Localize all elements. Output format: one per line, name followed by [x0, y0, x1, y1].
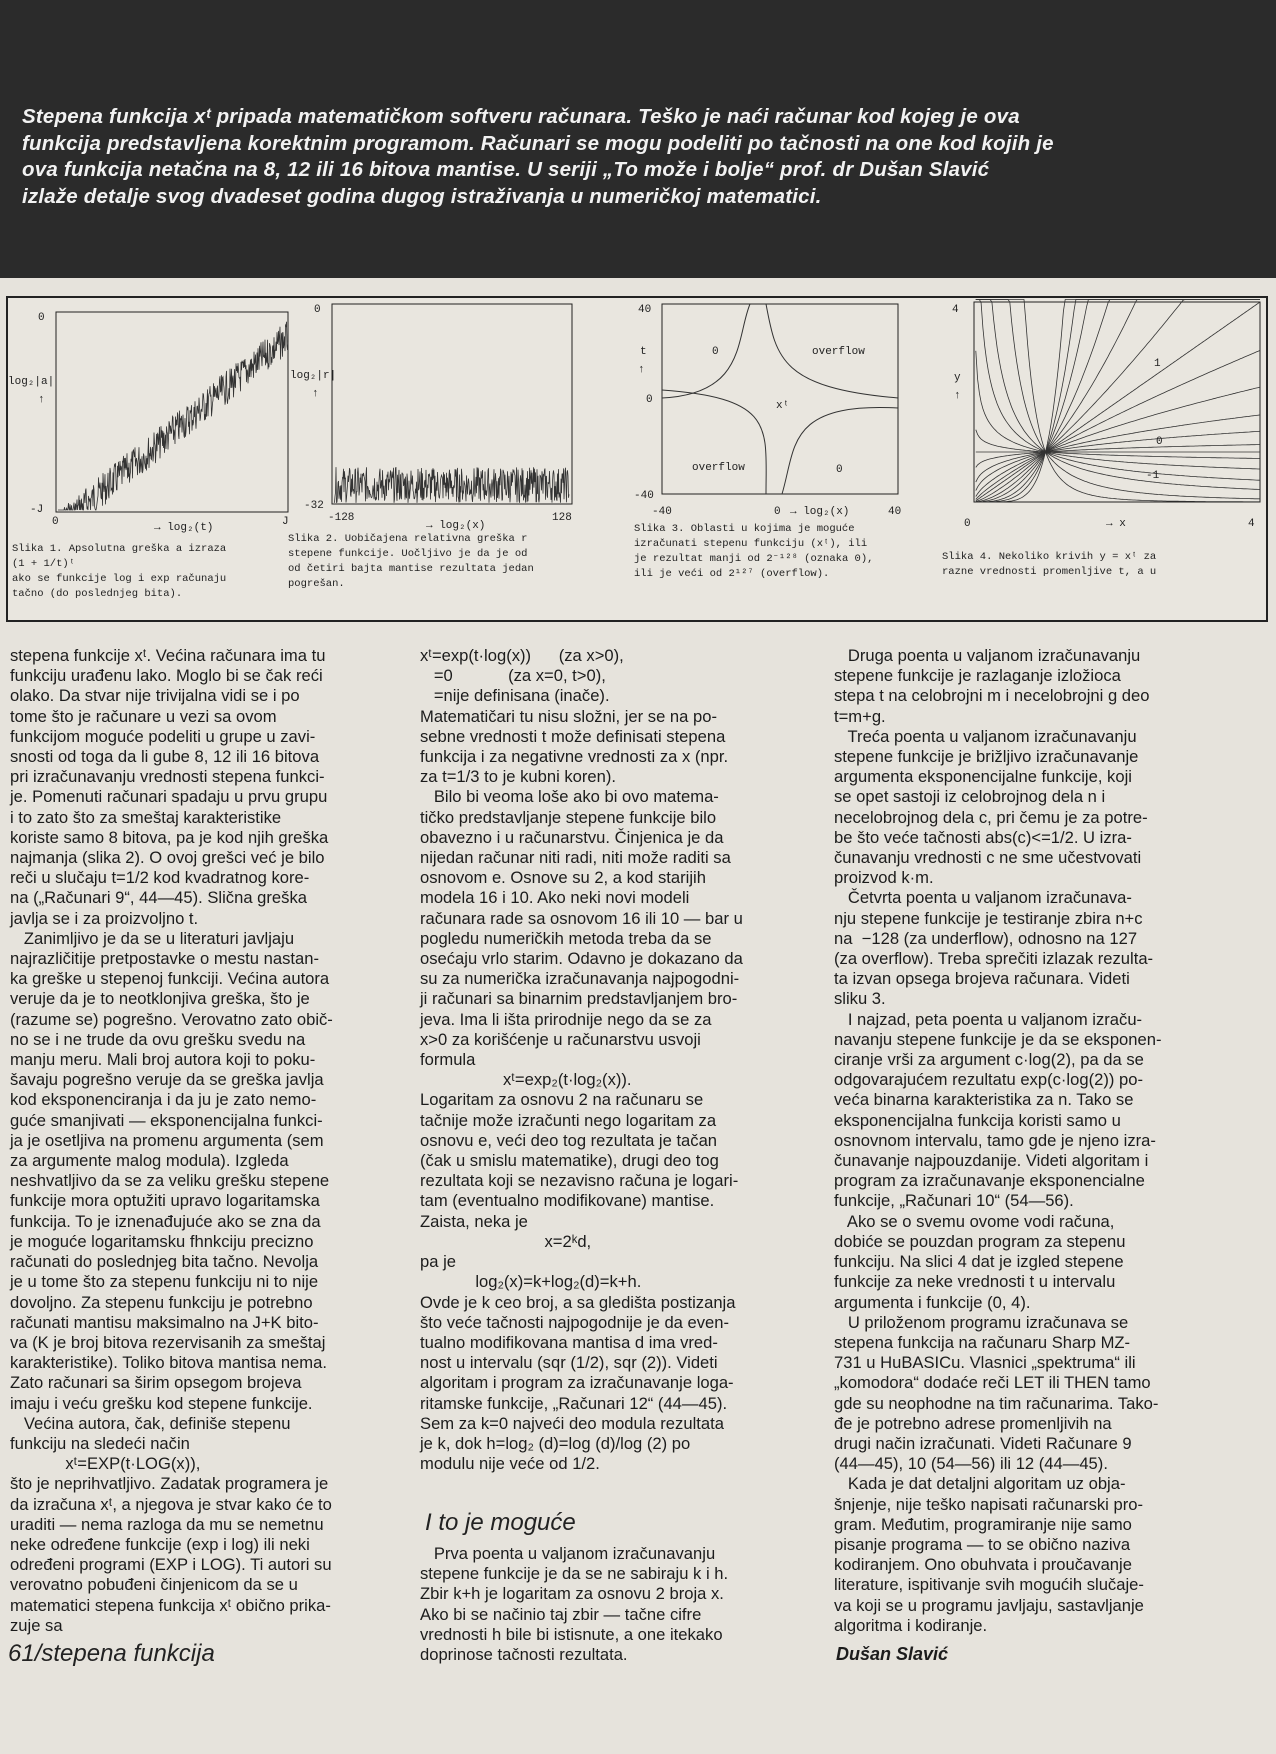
figure-3-curve-br [782, 407, 898, 494]
figure-4-curve [976, 300, 1260, 503]
figure-4-ylabel: y [954, 372, 961, 384]
svg-text:↑: ↑ [954, 390, 961, 402]
figure-3-ytop: 40 [638, 304, 652, 316]
figure-2-xleft: -128 [328, 512, 355, 524]
figure-4-curve [976, 300, 1260, 502]
author-name: Dušan Slavić [836, 1644, 949, 1664]
figure-4 [936, 298, 1266, 620]
figure-4-xleft: 0 [964, 518, 971, 530]
figure-3-xright: 40 [888, 506, 902, 518]
figure-3-caption: Slika 3. Oblasti u kojima je moguće izračunati stepenu funkciju (xᵗ), ili je rezultat manji od 2⁻¹²⁸ (oznaka 0), ili je veći od 2¹²⁷ (overflow). [634, 523, 874, 580]
figure-1-curve [58, 322, 288, 510]
figure-3-label-zero-tl: 0 [712, 346, 719, 358]
figure-4-curve [976, 300, 1260, 503]
figure-4-curve [976, 302, 1260, 501]
figure-3-label-overflow-tr: overflow [812, 346, 865, 358]
text-column-2: xᵗ=exp(t·log(x)) (za x>0), =0 (za x=0, t>0), =nije definisana (inače). Matematičari tu nisu složni, jer se na po- sebne vrednosti t može definisati stepena funkcija i za negativne vrednosti za x (npr. za t=1/3 to je kubni koren). Bilo bi veoma loše ako bi ovo matema- tičko predstavljanje stepene funkcije bilo obavezno i u računarstvu. Činjenica je da nijedan računar niti radi, niti može raditi sa osnovom e. Osnove su 2, a kod starijih modela 16 i 10. Ako neki novi modeli računara rade sa osnovom 16 ili 10 — bar u pogledu numeričkih metoda treba da se osećaju vrlo starim. Odavno je dokazano da su za numerička izračunavanja najpogodni- ji računari sa binarnim predstavljanjem bro- jeva. Ima li išta prirodnije nego da se za x>0 za korišćenje u računarstvu usvoji formula xᵗ=exp₂(t·log₂(x)). Logaritam za osnovu 2 na računaru se tačnije može izračunti nego logaritam za osnovu e, veći deo tog rezultata je tačan (čak u smislu matematike), drugi deo tog rezultata koji se nezavisno računa je logari- tam (eventualno modifikovane) mantise. Zaista, neka je x=2ᵏd, pa je log₂(x)=k+log₂(d)=k+h. Ovde je k ceo broj, a sa gledišta postizanja što veće tačnosti najpogodnije je da even- tualno modifikovana mantisa d ima vred- nost u intervalu (sqr (1/2), sqr (2)). Videti algoritam i program za izračunavanje loga- ritamske funkcije, „Računari 12“ (44—45). Sem za k=0 najveći deo modula rezultata je k, dok h=log₂ (d)=log (d)/log (2) po modulu nije veće od 1/2. [420, 646, 743, 1474]
figure-2 [288, 298, 608, 620]
figure-2-ytop: 0 [314, 304, 321, 316]
figure-3-ybottom: -40 [634, 490, 654, 502]
figure-3-label-zero-br: 0 [836, 464, 843, 476]
text-column-1: stepena funkcije xᵗ. Većina računara ima tu funkciju urađenu lako. Moglo bi se čak reći olako. Da stvar nije trivijalna vidi se i po tome što je računare u vezi sa ovom funkcijom moguće podeliti u grupe u zavi- snosti od toga da li gube 8, 12 ili 16 bitova pri izračunavanju vrednosti stepena funkci- je. Pomenuti računari spadaju u prvu grupu i to zato što za smeštaj karakteristike koriste samo 8 bitova, pa je kod njih greška najmanja (slika 2). O ovoj grešci već je bilo reči u slučaju t=1/2 kod kvadratnog kore- na („Računari 9“, 44—45). Slična greška javlja se i za proizvoljno t. Zanimljivo je da se u literaturi javljaju najrazličitije pretpostavke o mestu nastan- ka greške u stepenoj funkciji. Većina autora veruje da je to neotklonjiva greška, što je (razume se) pogrešno. Verovatno zato obič- no se i ne trude da ovu grešku svedu na manju meru. Mali broj autora koji to poku- šavaju pogrešno veruje da se greška javlja kod eksponenciranja i da ju je zato nemo- guće smanjivati — eksponencijalna funkci- ja je osetljiva na promenu argumenta (sem za argumente malog modula). Izgleda neshvatljivo da se za veliku grešku stepene funkcije mora optužiti upravo logaritamska funkcija. To je iznenađujuće ako se zna da je moguće logaritamsku fhnkciju precizno računati do poslednjeg bita tačno. Nevolja je u tome što za stepenu funkciju ni to nije dovoljno. Za stepenu funkciju je potrebno računati mantisu maksimalno na J+K bito- va (K je broj bitova rezervisanih za smeštaj karakteristike). Toliko bitova mantisa nema. Zato računari sa širim opsegom brojeva imaju i veću grešku kod stepene funkcije. Većina autora, čak, definiše stepenu funkciju na sledeći način xᵗ=EXP(t·LOG(x)), što je neprihvatljivo. Zadatak programera je da izračuna xᵗ, a njegova je stvar kako će to uraditi — nema razloga da mu se nemetnu neke određene funkcije (exp i log) ili neki određeni programi (EXP i LOG). Ti autori su verovatno pobuđeni činjenicom da se u matematici stepena funkcija xᵗ obično prika- zuje sa [10, 646, 333, 1635]
figure-4-caption: Slika 4. Nekoliko krivih y = xᵗ za razne vrednosti promenljive t, a u [942, 551, 1157, 578]
figure-strip [6, 296, 1268, 622]
figure-3-curve-tl [662, 304, 750, 398]
figure-1-ybottom: -J [30, 504, 44, 516]
figure-3-label-overflow-bl: overflow [692, 462, 745, 474]
section-heading: I to je moguće [425, 1509, 576, 1536]
figure-1-xright: J [282, 516, 289, 528]
figure-4-curve [976, 431, 1260, 482]
figure-1-xleft: 0 [52, 516, 59, 528]
figure-4-label-1: 1 [1154, 358, 1161, 370]
figure-1-ylabel: log₂|a| [8, 376, 55, 388]
figure-4-xright: 4 [1248, 518, 1255, 530]
figure-2-xlabel: → log₂(x) [426, 520, 486, 532]
figure-4-curve [976, 300, 1260, 481]
figure-3-label-xt: xᵗ [776, 400, 790, 412]
intro-text: Stepena funkcija xᵗ pripada matematičkom softveru računara. Teško je naći računar kod kojeg je ova funkcija predstavljena korektnim programom. Računari se mogu podeliti po tačnosti na one kod kojih je ova funkcija netačna na 8, 12 ili 16 bitova mantise. U seriji „To može i bolje“ prof. dr Dušan Slavić izlaže detalje svog dvadeset godina dugog istraživanja u numeričkoj matematici. [22, 105, 1054, 208]
figure-2-ylabel: log₂|r| [290, 370, 337, 382]
header-banner [0, 0, 1276, 278]
figure-4-curve [976, 445, 1260, 468]
figure-3-xmid: 0 [774, 506, 781, 518]
figure-3-curve-bl [662, 390, 766, 494]
figure-2-caption: Slika 2. Uobičajena relativna greška r stepene funkcije. Uočljivo je da je od od četiri bajta mantise rezultata jedan pogrešan. [288, 533, 534, 590]
svg-text:↑: ↑ [312, 388, 319, 400]
figure-4-label-0: 0 [1156, 436, 1163, 448]
text-column-3: Druga poenta u valjanom izračunavanju stepene funkcije je razlaganje izložioca stepa t na celobrojni m i necelobrojni g deo t=m+g. Treća poenta u valjanom izračunavanju stepene funkcije je brižljivo izračunavanje argumenta eksponencijalne funkcije, koji se opet sastoji iz celobrojnog dela n i necelobrojnog dela c, pri čemu je za potre- be što veće tačnosti abs(c)<=1/2. U izra- čunavanju vrednosti c ne sme učestvovati proizvod k·m. Četvrta poenta u valjanom izračunava- nju stepene funkcije je testiranje zbira n+c na −128 (za underflow), odnosno na 127 (za overflow). Treba sprečiti izlazak rezulta- ta izvan opsega brojeva računara. Videti sliku 3. I najzad, peta poenta u valjanom izraču- navanju stepene funkcije je da se eksponen- ciranje vrši za argument c·log(2), pa da se odgovarajućem rezultatu exp(c·log(2)) po- veća binarna karakteristika za n. Tako se eksponencijalna funkcija koristi samo u osnovnom intervalu, tamo gde je njeno izra- čunavanje najpouzdanije. Videti algoritam i program za izračunavanje eksponencialne funkcije, „Računari 10“ (54—56). Ako se o svemu ovome vodi računa, dobiće se pouzdan program za stepenu funkciju. Na slici 4 dat je izgled stepene funkcije za neke vrednosti t u intervalu argumenta i funkcije (0, 4). U priloženom programu izračunava se stepena funkcija na računaru Sharp MZ- 731 u HuBASICu. Vlasnici „spektruma“ ili „komodora“ dodaće reči LET ili THEN tamo gde su neophodne na tim računarima. Tako- đe je potrebno adrese promenljivih na drugi način izračunati. Videti Računare 9 (44—45), 10 (54—56) ili 12 (44—45). Kada je dat detaljni algoritam uz obja- šnjenje, nije teško napisati računarski pro- gram. Međutim, programiranje nije samo pisanje programa — to se obično naziva kodiranjem. Ono obuhvata i proučavanje literature, ispitivanje svih mogućih slučaje- va koji se u programu javljaju, sastavljanje algoritma i kodiranje. [834, 646, 1162, 1635]
figure-2-ybottom: -32 [304, 500, 324, 512]
figure-2-xright: 128 [552, 512, 572, 524]
svg-text:↑: ↑ [638, 364, 645, 376]
figure-4-xlabel: → x [1106, 518, 1126, 530]
page-label: 61/stepena funkcija [8, 1640, 215, 1667]
figure-1-xlabel: → log₂(t) [154, 522, 214, 534]
figure-2-curve [334, 467, 569, 503]
figure-1-caption: Slika 1. Apsolutna greška a izraza (1 + 1/t)ᵗ ako se funkcije log i exp računaju tačno (do poslednjeg bita). [12, 543, 227, 600]
figure-3-ymid: 0 [646, 394, 653, 406]
figure-4-curve [976, 300, 1260, 503]
figure-4-curve [976, 300, 1260, 503]
figure-4-ytop: 4 [952, 304, 959, 316]
figure-3-xleft: -40 [652, 506, 672, 518]
figure-4-curves [976, 300, 1260, 503]
figure-3-xlabel: → log₂(x) [790, 506, 850, 518]
figure-3 [626, 298, 926, 620]
figure-1 [8, 298, 308, 620]
figure-1-ytop: 0 [38, 312, 45, 324]
text-column-2b: Prva poenta u valjanom izračunavanju stepene funkcije je da se ne sabiraju k i h. Zbir k+h je logaritam za osnovu 2 broja x. Ako bi se načinio taj zbir — tačne cifre vrednosti h bile bi istisnute, a one itekako doprinose tačnosti rezultata. [420, 1544, 729, 1665]
figure-4-label-m1: -1 [1146, 470, 1160, 482]
figure-3-ylabel: t [640, 346, 647, 358]
svg-text:↑: ↑ [38, 394, 45, 406]
